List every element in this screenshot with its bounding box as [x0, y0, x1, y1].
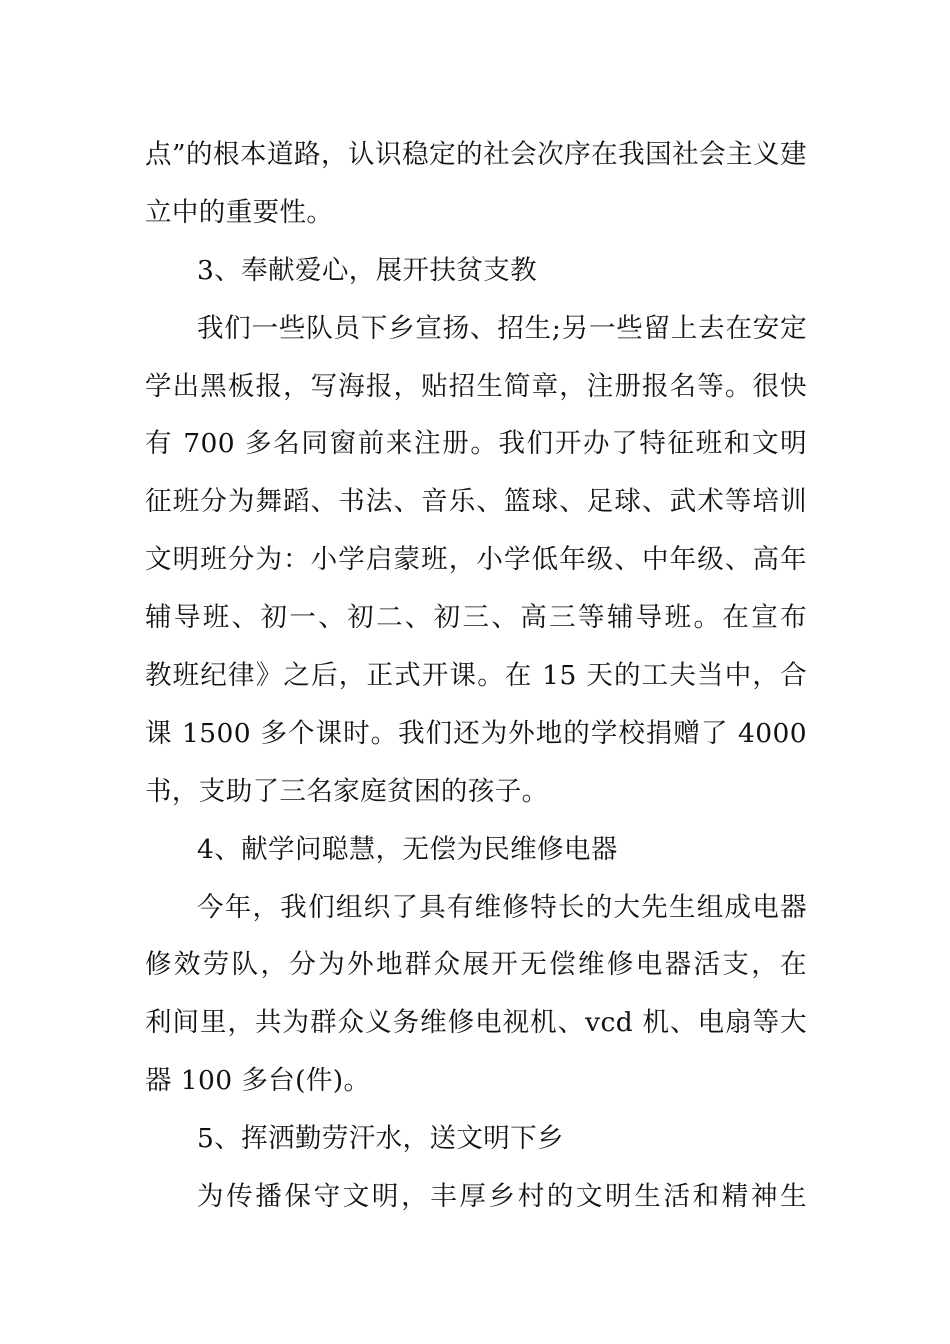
text-line: 辅导班、初一、初二、初三、高三等辅导班。在宣布: [145, 602, 807, 634]
text-line: 修效劳队，分为外地群众展开无偿维修电器活支，在: [145, 949, 807, 981]
text-line: 器 100 多台(件)。: [145, 1065, 371, 1097]
text-line: 文明班分为：小学启蒙班，小学低年级、中年级、高年: [145, 544, 807, 576]
text-line: 征班分为舞蹈、书法、音乐、篮球、足球、武术等培训: [145, 486, 807, 518]
text-line: 学出黑板报，写海报，贴招生简章，注册报名等。很快: [145, 370, 807, 402]
text-line: 教班纪律》之后，正式开课。在 15 天的工夫当中，合: [145, 660, 807, 692]
text-line: 利间里，共为群众义务维修电视机、vcd 机、电扇等大: [145, 1007, 807, 1039]
text-line: 为传播保守文明，丰厚乡村的文明生活和精神生: [197, 1181, 807, 1213]
section-heading: 4、献学问聪慧，无偿为民维修电器: [197, 833, 618, 865]
text-line: 我们一些队员下乡宣扬、招生;另一些留上去在安定: [197, 312, 807, 344]
text-line: 立中的重要性。: [145, 196, 334, 228]
text-line: 课 1500 多个课时。我们还为外地的学校捐赠了 4000: [145, 717, 807, 749]
section-heading: 5、挥洒勤劳汗水，送文明下乡: [197, 1123, 564, 1155]
body-text: [145, 126, 807, 1226]
section-heading: 3、奉献爱心，展开扶贫支教: [197, 254, 538, 286]
text-line: 点”的根本道路，认识稳定的社会次序在我国社会主义建: [145, 139, 807, 170]
text-line: 今年，我们组织了具有维修特长的大先生组成电器: [197, 891, 807, 923]
text-line: 书，支助了三名家庭贫困的孩子。: [145, 775, 549, 807]
text-line: 有 700 多名同窗前来注册。我们开办了特征班和文明: [145, 428, 807, 460]
